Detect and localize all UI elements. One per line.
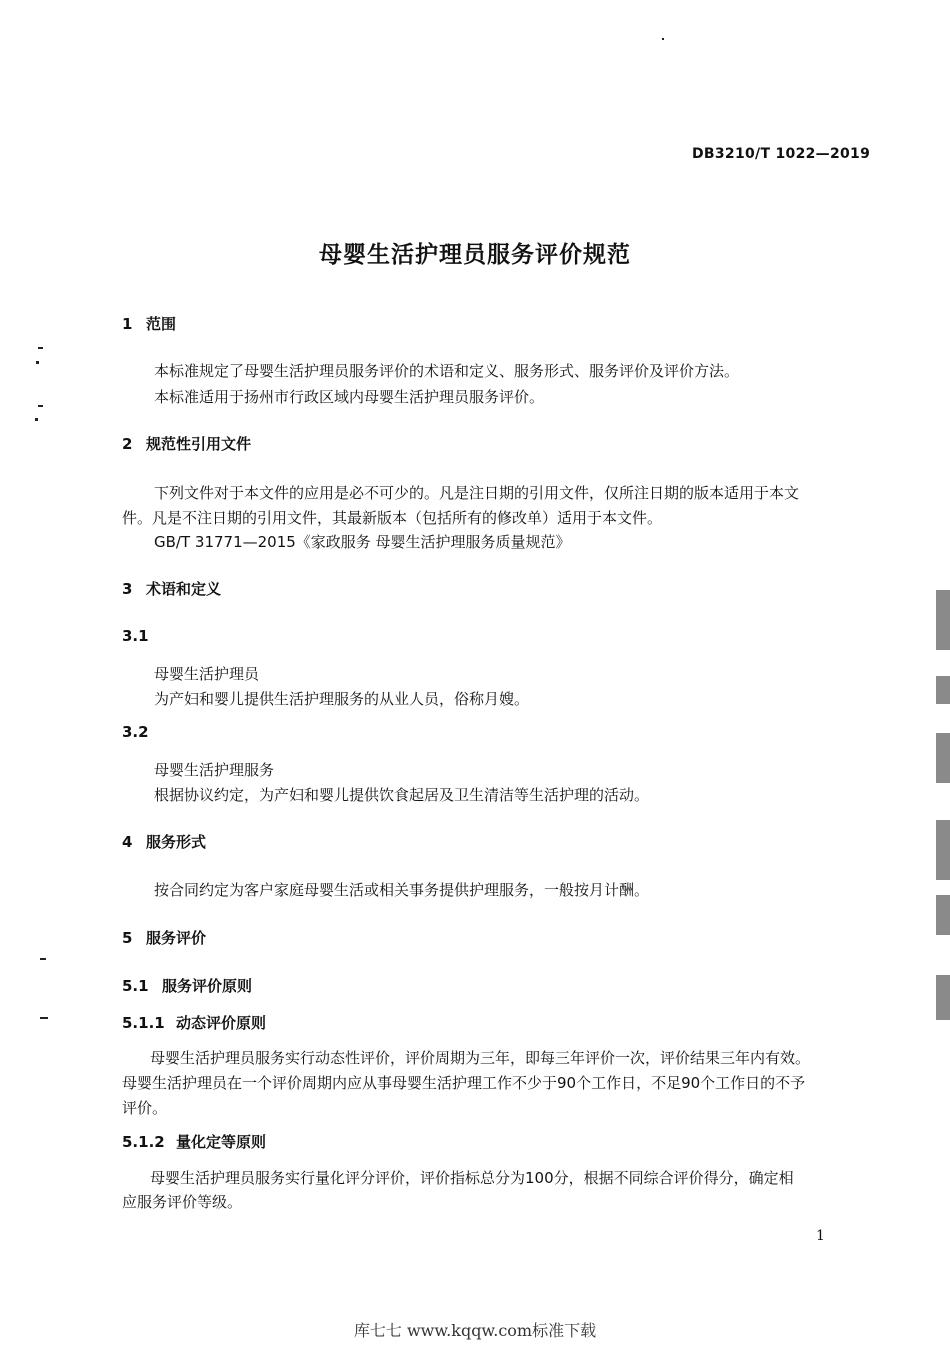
term: 母婴生活护理服务	[154, 761, 275, 779]
page-title: 母婴生活护理员服务评价规范	[319, 242, 631, 268]
doc-code: DB3210/T 1022—2019	[692, 146, 871, 162]
subsection-5-1-heading	[122, 975, 252, 996]
download-footer: 库七七 www.kqqw.com标准下载	[353, 1321, 597, 1340]
paragraph: 下列文件对于本文件的应用是必不可少的。凡是注日期的引用文件，仅所注日期的版本适用于本文	[154, 484, 800, 502]
scan-speck	[38, 347, 43, 349]
section-number: 5.1.1	[122, 1014, 165, 1032]
section-title: 规范性引用文件	[146, 435, 252, 453]
paragraph: 评价。	[122, 1099, 168, 1117]
section-title: 术语和定义	[146, 580, 222, 598]
term-definition: 根据协议约定，为产妇和婴儿提供饮食起居及卫生清洁等生活护理的活动。	[154, 786, 650, 804]
scan-edge	[936, 895, 950, 935]
scan-speck	[35, 418, 38, 421]
section-number: 5	[122, 929, 133, 947]
section-title: 量化定等原则	[176, 1133, 267, 1151]
scan-speck	[38, 405, 43, 407]
term-number: 3.2	[122, 723, 149, 741]
scan-edge	[936, 820, 950, 880]
paragraph: 母婴生活护理员在一个评价周期内应从事母婴生活护理工作不少于90个工作日，不足90个工作日的不予	[122, 1074, 806, 1092]
scan-speck	[662, 38, 664, 40]
section-number: 5.1	[122, 977, 149, 995]
section-1-heading	[122, 313, 176, 334]
section-number: 3	[122, 580, 133, 598]
section-number: 1	[122, 315, 133, 333]
paragraph: 本标准适用于扬州市行政区域内母婴生活护理员服务评价。	[154, 388, 545, 406]
section-number: 2	[122, 435, 133, 453]
normative-reference: GB/T 31771—2015《家政服务 母婴生活护理服务质量规范》	[154, 533, 571, 551]
section-title: 动态评价原则	[176, 1014, 267, 1032]
paragraph: 母婴生活护理员服务实行动态性评价，评价周期为三年，即每三年评价一次，评价结果三年内有效。	[150, 1049, 811, 1067]
paragraph: 母婴生活护理员服务实行量化评分评价，评价指标总分为100分，根据不同综合评价得分，确定相	[150, 1169, 794, 1187]
scan-speck	[40, 1017, 48, 1019]
paragraph: 件。凡是不注日期的引用文件，其最新版本（包括所有的修改单）适用于本文件。	[122, 509, 663, 527]
scan-edge	[936, 676, 950, 704]
scan-edge	[936, 733, 950, 783]
section-title: 服务形式	[146, 833, 207, 851]
subsection-5-1-1-heading	[122, 1012, 266, 1033]
scan-edge	[936, 975, 950, 1020]
section-title: 范围	[146, 315, 177, 333]
paragraph: 按合同约定为客户家庭母婴生活或相关事务提供护理服务，一般按月计酬。	[154, 881, 650, 899]
page-number: 1	[816, 1228, 825, 1244]
paragraph: 本标准规定了母婴生活护理员服务评价的术语和定义、服务形式、服务评价及评价方法。	[154, 362, 740, 380]
term-definition: 为产妇和婴儿提供生活护理服务的从业人员，俗称月嫂。	[154, 690, 530, 708]
section-4-heading	[122, 831, 206, 852]
section-3-heading	[122, 578, 221, 599]
term-number: 3.1	[122, 627, 149, 645]
section-title: 服务评价原则	[162, 977, 253, 995]
section-title: 服务评价	[146, 929, 207, 947]
scan-edge	[936, 590, 950, 650]
paragraph: 应服务评价等级。	[122, 1193, 243, 1211]
subsection-5-1-2-heading	[122, 1131, 266, 1152]
scan-speck	[36, 361, 39, 364]
section-number: 5.1.2	[122, 1133, 165, 1151]
section-5-heading	[122, 927, 206, 948]
section-2-heading	[122, 433, 251, 454]
scan-speck	[40, 958, 46, 960]
section-number: 4	[122, 833, 133, 851]
term: 母婴生活护理员	[154, 665, 260, 683]
